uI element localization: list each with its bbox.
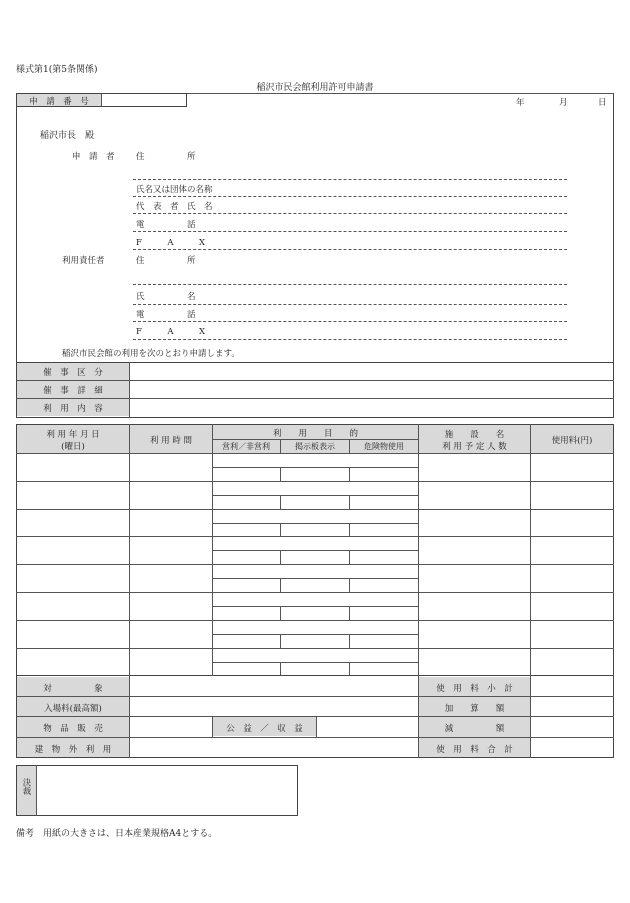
decision-label: 決裁 xyxy=(21,778,31,795)
decision-stamp-area[interactable] xyxy=(38,767,296,814)
addition-input[interactable] xyxy=(532,698,613,715)
event-category-label: 催 事 区 分 xyxy=(43,368,103,378)
schedule-time-input[interactable] xyxy=(131,483,211,507)
purpose-cell-divider xyxy=(280,523,281,537)
purpose-cell-divider xyxy=(349,578,350,592)
purpose-cell-divider xyxy=(280,662,281,676)
schedule-date-input[interactable] xyxy=(18,455,128,479)
schedule-facility-input[interactable] xyxy=(420,650,529,674)
schedule-facility-input[interactable] xyxy=(420,483,529,507)
applicant-address-label: 住 所 xyxy=(136,152,196,162)
row-divider xyxy=(16,564,614,565)
schedule-time-input[interactable] xyxy=(131,455,211,479)
date-month[interactable]: 月 xyxy=(559,98,568,108)
purpose-cell-divider xyxy=(349,662,350,676)
schedule-fee-input[interactable] xyxy=(532,566,613,590)
col-purpose-header: 利 用 目 的 xyxy=(272,429,358,439)
outdoor-use-input[interactable] xyxy=(131,739,417,756)
schedule-facility-input[interactable] xyxy=(420,511,529,535)
row-subdivider xyxy=(212,523,418,524)
schedule-fee-input[interactable] xyxy=(532,483,613,507)
event-detail-label: 催 事 詳 細 xyxy=(43,386,103,396)
purpose-cell-divider xyxy=(349,634,350,648)
schedule-time-input[interactable] xyxy=(131,511,211,535)
schedule-facility-input[interactable] xyxy=(420,622,529,646)
schedule-time-input[interactable] xyxy=(131,650,211,674)
goods-sales-label: 物 品 販 売 xyxy=(43,724,103,734)
admission-input[interactable] xyxy=(131,698,417,715)
purpose-board-header: 掲示板表示 xyxy=(295,442,335,451)
event-category-input[interactable] xyxy=(131,363,613,379)
applicant-fax-label: F A X xyxy=(136,238,206,248)
schedule-facility-input[interactable] xyxy=(420,566,529,590)
date-day[interactable]: 日 xyxy=(598,98,607,108)
applicant-frame xyxy=(16,93,614,363)
col-fee-header: 使用料(円) xyxy=(551,436,593,446)
schedule-fee-input[interactable] xyxy=(532,455,613,479)
purpose-hazard-header: 危険物使用 xyxy=(364,442,404,451)
purpose-cell-divider xyxy=(349,495,350,509)
schedule-date-input[interactable] xyxy=(18,566,128,590)
row-divider xyxy=(16,481,614,482)
purpose-cell-divider xyxy=(280,495,281,509)
schedule-facility-input[interactable] xyxy=(420,455,529,479)
row-divider xyxy=(16,509,614,510)
row-subdivider xyxy=(212,634,418,635)
responsible-phone-label: 電 話 xyxy=(136,310,196,320)
public-profit-input[interactable] xyxy=(318,718,417,736)
schedule-facility-input[interactable] xyxy=(420,538,529,562)
schedule-time-input[interactable] xyxy=(131,566,211,590)
schedule-facility-input[interactable] xyxy=(420,594,529,618)
schedule-date-input[interactable] xyxy=(18,483,128,507)
purpose-cell-divider xyxy=(280,606,281,620)
row-divider xyxy=(16,592,614,593)
schedule-date-input[interactable] xyxy=(18,650,128,674)
purpose-cell-divider xyxy=(280,578,281,592)
fee-subtotal-label: 使 用 料 小 計 xyxy=(436,684,513,694)
row-subdivider xyxy=(212,550,418,551)
col-time-header: 利 用 時 間 xyxy=(149,436,193,446)
row-divider xyxy=(16,620,614,621)
purpose-profit-header: 営利／非営利 xyxy=(222,442,270,451)
row-subdivider xyxy=(212,662,418,663)
outdoor-use-label: 建 物 外 利 用 xyxy=(34,745,112,755)
goods-sales-input[interactable] xyxy=(131,718,211,736)
col-facility-header: 施 設 名 xyxy=(444,430,505,440)
col-date-header: 利 用 年 月 日 xyxy=(46,430,100,440)
purpose-cell-divider xyxy=(349,523,350,537)
schedule-date-input[interactable] xyxy=(18,622,128,646)
schedule-time-input[interactable] xyxy=(131,538,211,562)
row-subdivider xyxy=(212,606,418,607)
applicant-representative-label: 代 表 者 氏 名 xyxy=(136,202,213,212)
col-attendance-header: 利 用 予 定 人 数 xyxy=(442,442,507,452)
purpose-cell-divider xyxy=(280,467,281,481)
usage-content-label: 利 用 内 容 xyxy=(43,404,103,414)
target-input[interactable] xyxy=(131,678,417,695)
schedule-fee-input[interactable] xyxy=(532,594,613,618)
purpose-cell-divider xyxy=(349,467,350,481)
admission-label: 入場料(最高額) xyxy=(44,704,102,714)
row-subdivider xyxy=(212,495,418,496)
schedule-fee-input[interactable] xyxy=(532,538,613,562)
application-number-label: 申 請 番 号 xyxy=(29,97,89,107)
purpose-cell-divider xyxy=(349,550,350,564)
schedule-time-input[interactable] xyxy=(131,594,211,618)
fee-total-input[interactable] xyxy=(532,739,613,756)
addition-label: 加 算 額 xyxy=(444,704,505,714)
col-date-subheader: (曜日) xyxy=(61,442,85,452)
note: 備考 用紙の大きさは、日本産業規格A4とする。 xyxy=(16,829,218,839)
schedule-date-input[interactable] xyxy=(18,511,128,535)
schedule-date-input[interactable] xyxy=(18,594,128,618)
document-title: 稲沢市民会館利用許可申請書 xyxy=(256,83,374,93)
usage-content-input[interactable] xyxy=(131,399,613,415)
applicant-phone-label: 電 話 xyxy=(136,220,196,230)
addressee: 稲沢市長 殿 xyxy=(40,131,95,141)
schedule-date-input[interactable] xyxy=(18,538,128,562)
fee-total-label: 使 用 料 合 計 xyxy=(436,745,513,755)
row-divider xyxy=(16,536,614,537)
purpose-cell-divider xyxy=(280,634,281,648)
form-number: 様式第1(第5条関係) xyxy=(16,65,98,75)
row-subdivider xyxy=(212,578,418,579)
schedule-fee-input[interactable] xyxy=(532,511,613,535)
responsible-address-label: 住 所 xyxy=(136,256,196,266)
request-statement: 稲沢市民会館の利用を次のとおり申請します。 xyxy=(62,349,240,359)
schedule-fee-input[interactable] xyxy=(532,622,613,646)
applicant-name-label: 氏名又は団体の名称 xyxy=(136,185,213,195)
purpose-cell-divider xyxy=(349,606,350,620)
target-label: 対 象 xyxy=(43,684,103,694)
responsible-name-label: 氏 名 xyxy=(136,292,196,302)
responsible-section-label: 利用責任者 xyxy=(62,256,105,266)
date-year[interactable]: 年 xyxy=(516,98,525,108)
event-detail-input[interactable] xyxy=(131,381,613,397)
responsible-fax-label: F A X xyxy=(136,327,206,337)
schedule-fee-input[interactable] xyxy=(532,650,613,674)
row-subdivider xyxy=(212,467,418,468)
schedule-time-input[interactable] xyxy=(131,622,211,646)
row-divider xyxy=(16,648,614,649)
public-profit-label: 公 益 ／ 収 益 xyxy=(226,724,303,734)
fee-subtotal-input[interactable] xyxy=(532,678,613,695)
applicant-section-label: 申 請 者 xyxy=(72,152,115,162)
reduction-label: 減 額 xyxy=(444,724,505,734)
reduction-input[interactable] xyxy=(532,718,613,736)
purpose-cell-divider xyxy=(280,550,281,564)
